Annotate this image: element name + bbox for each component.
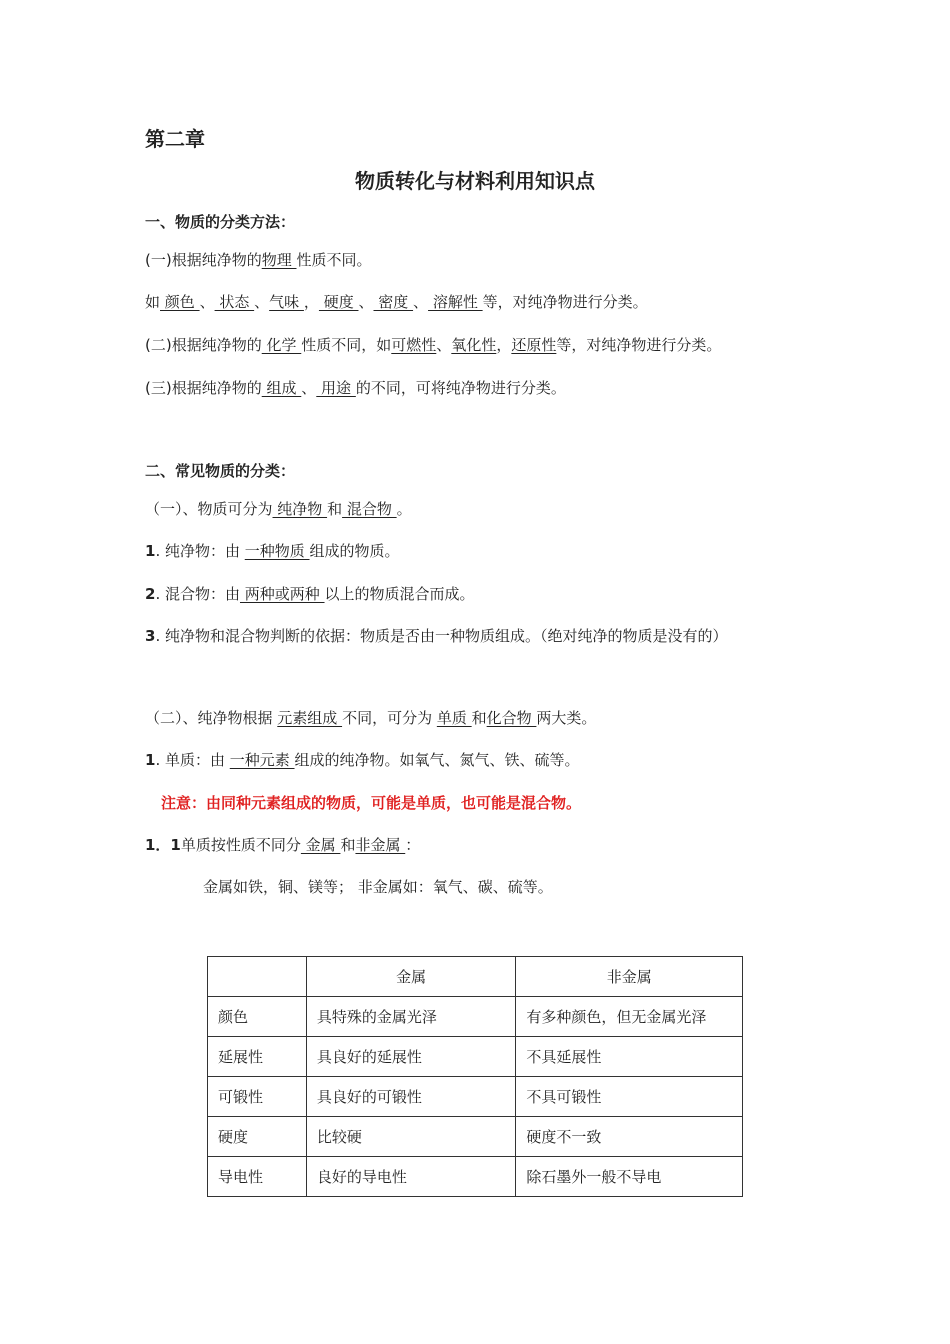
s1-line-4: (三)根据纯净物的 组成 、 用途 的不同，可将纯净物进行分类。 [145, 379, 566, 397]
blank-solubility: 溶解性 [428, 293, 483, 311]
table-header-cell [208, 957, 307, 997]
section-1-heading: 一、物质的分类方法： [145, 213, 296, 231]
table-cell: 硬度 [208, 1117, 307, 1157]
table-row [208, 1077, 743, 1117]
table-cell: 具良好的可锻性 [306, 1077, 516, 1117]
table-cell: 良好的导电性 [306, 1157, 516, 1197]
table-cell: 硬度不一致 [516, 1117, 743, 1157]
blank-mixture: 混合物 [342, 500, 397, 518]
blank-reducing: 还原性 [511, 336, 557, 354]
table-cell: 不具可锻性 [516, 1077, 743, 1117]
table-cell: 具特殊的金属光泽 [306, 997, 516, 1037]
s2-item-3: 3. 纯净物和混合物判断的依据：物质是否由一种物质组成。（绝对纯净的物质是没有的） [145, 627, 728, 645]
blank-two-or-more: 两种或两种 [239, 585, 325, 603]
blank-state: 状态 [214, 293, 255, 311]
examples-line: 金属如铁，铜、镁等； 非金属如：氧气、碳、硫等。 [203, 878, 553, 896]
table-cell: 延展性 [208, 1037, 307, 1077]
table-header-row [208, 957, 743, 997]
blank-one-element: 一种元素 [229, 751, 295, 769]
s2-para-1: （一）、物质可分为 纯净物 和 混合物 。 [145, 500, 412, 518]
blank-pure-substance: 纯净物 [272, 500, 328, 518]
blank-color: 颜色 [160, 293, 200, 311]
table-cell: 颜色 [208, 997, 307, 1037]
blank-compound: 化合物 [486, 709, 537, 727]
table-row [208, 997, 743, 1037]
blank-flammability: 可燃性 [391, 336, 437, 354]
s1-line-2: 如 颜色 、 状态 、气味 ， 硬度 、 密度 、 溶解性 等，对纯净物进行分类。 [145, 293, 648, 311]
table-cell: 导电性 [208, 1157, 307, 1197]
s2-item-2: 2. 混合物：由 两种或两种 以上的物质混合而成。 [145, 585, 475, 603]
table-cell: 有多种颜色，但无金属光泽 [516, 997, 743, 1037]
table-row [208, 1037, 743, 1077]
table-cell: 不具延展性 [516, 1037, 743, 1077]
blank-physical: 物理 [261, 251, 297, 269]
blank-chemical: 化学 [261, 336, 302, 354]
blank-oxidizing: 氧化性 [451, 336, 497, 354]
document-title: 物质转化与材料利用知识点 [355, 169, 595, 193]
blank-element-composition: 元素组成 [277, 709, 343, 727]
blank-hardness: 硬度 [318, 293, 359, 311]
s1-line-1: (一)根据纯净物的物理 性质不同。 [145, 251, 372, 269]
s1-line-3: (二)根据纯净物的 化学 性质不同，如可燃性、氧化性，还原性等，对纯净物进行分类。 [145, 336, 722, 354]
chapter-title: 第二章 [145, 127, 205, 151]
blank-composition: 组成 [261, 379, 302, 397]
blank-density: 密度 [373, 293, 414, 311]
blank-metal: 金属 [300, 836, 341, 854]
table-row [208, 1117, 743, 1157]
blank-nonmetal: 非金属 [355, 836, 406, 854]
table-cell: 除石墨外一般不导电 [516, 1157, 743, 1197]
note-red: 注意：由同种元素组成的物质，可能是单质，也可能是混合物。 [161, 794, 582, 812]
table-row [208, 1157, 743, 1197]
s2-para-2: （二）、纯净物根据 元素组成 不同，可分为 单质 和化合物 两大类。 [145, 709, 597, 727]
blank-element-substance: 单质 [436, 709, 472, 727]
s2-item-1: 1. 纯净物：由 一种物质 组成的物质。 [145, 542, 400, 560]
section-2-heading: 二、常见物质的分类： [145, 462, 296, 480]
table-cell: 比较硬 [306, 1117, 516, 1157]
table-header-cell: 非金属 [516, 957, 743, 997]
blank-one-substance: 一种物质 [244, 542, 310, 560]
metal-nonmetal-table [207, 956, 743, 1197]
blank-smell: 气味 [269, 293, 304, 311]
table-cell: 具良好的延展性 [306, 1037, 516, 1077]
s2-item-5: 1．1单质按性质不同分 金属 和非金属 ： [145, 836, 421, 854]
table-header-cell: 金属 [306, 957, 516, 997]
blank-usage: 用途 [316, 379, 356, 397]
s2-item-4: 1. 单质：由 一种元素 组成的纯净物。如氧气、氮气、铁、硫等。 [145, 751, 580, 769]
table-cell: 可锻性 [208, 1077, 307, 1117]
